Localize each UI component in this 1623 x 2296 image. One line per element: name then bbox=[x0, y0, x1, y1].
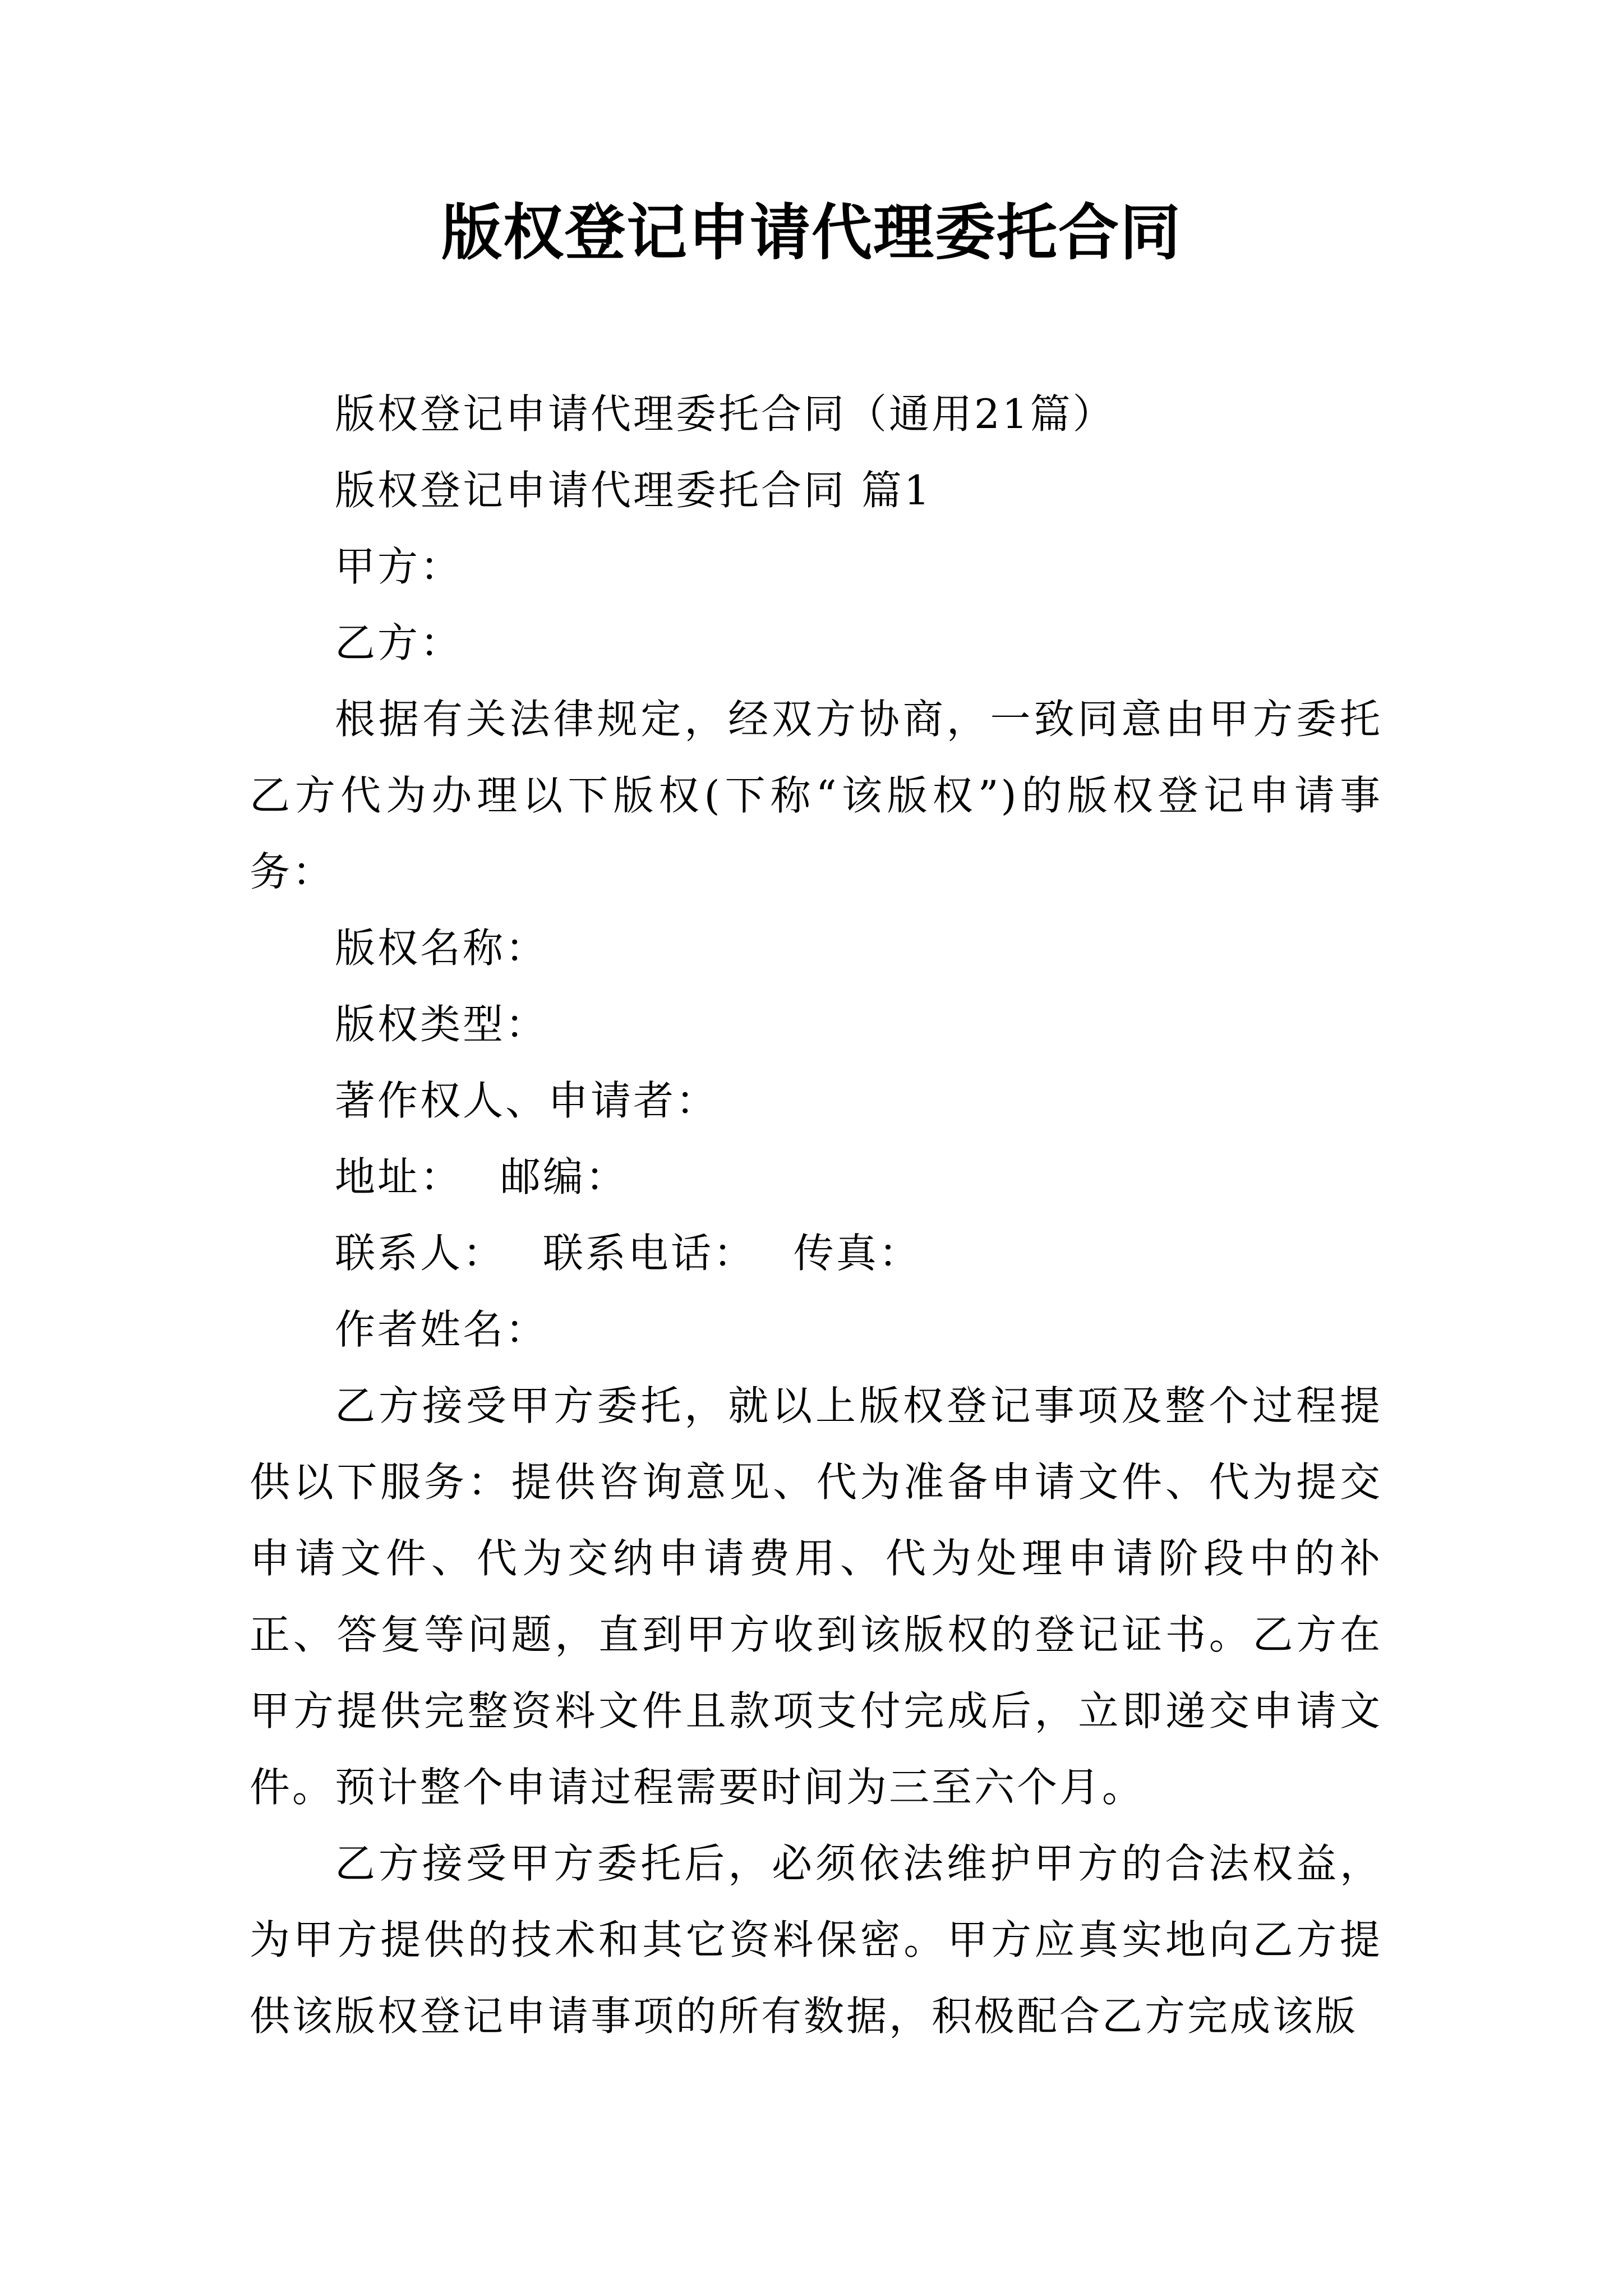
paragraph-services: 乙方接受甲方委托，就以上版权登记事项及整个过程提供以下服务：提供咨询意见、代为准备申请文件、代为提交申请文件、代为交纳申请费用、代为处理申请阶段中的补正、答复等问题，直到甲方收到该版权的登记证书。乙方在甲方提供完整资料文件且款项支付完成后，立即递交申请文件。预计整个申请过程需要时间为三至六个月。 bbox=[250, 1382, 1382, 1811]
paragraph-author-name: 作者姓名： bbox=[335, 1306, 548, 1353]
paragraph-address-postcode: 地址： 邮编： bbox=[335, 1153, 628, 1200]
paragraph-subtitle: 版权登记申请代理委托合同（通用21篇） bbox=[335, 390, 1115, 438]
document-title: 版权登记申请代理委托合同 bbox=[441, 197, 1182, 268]
paragraph-obligations: 乙方接受甲方委托后，必须依法维护甲方的合法权益，为甲方提供的技术和其它资料保密。甲方应真实地向乙方提供该版权登记申请事项的所有数据，积极配合乙方完成该版 bbox=[250, 1840, 1382, 2040]
paragraph-copyright-type: 版权类型： bbox=[335, 1001, 548, 1048]
document-body bbox=[250, 376, 1382, 2054]
paragraph-copyright-name: 版权名称： bbox=[335, 924, 548, 972]
paragraph-contacts: 联系人： 联系电话： 传真： bbox=[335, 1230, 921, 1277]
paragraph-party-b: 乙方： bbox=[335, 619, 463, 666]
paragraph-party-a: 甲方： bbox=[335, 543, 463, 590]
paragraph-section-heading: 版权登记申请代理委托合同 篇1 bbox=[335, 467, 932, 514]
paragraph-owner-applicant: 著作权人、申请者： bbox=[335, 1077, 719, 1124]
paragraph-agreement-intro: 根据有关法律规定，经双方协商，一致同意由甲方委托乙方代为办理以下版权(下称“该版权”)的版权登记申请事务： bbox=[250, 696, 1382, 895]
